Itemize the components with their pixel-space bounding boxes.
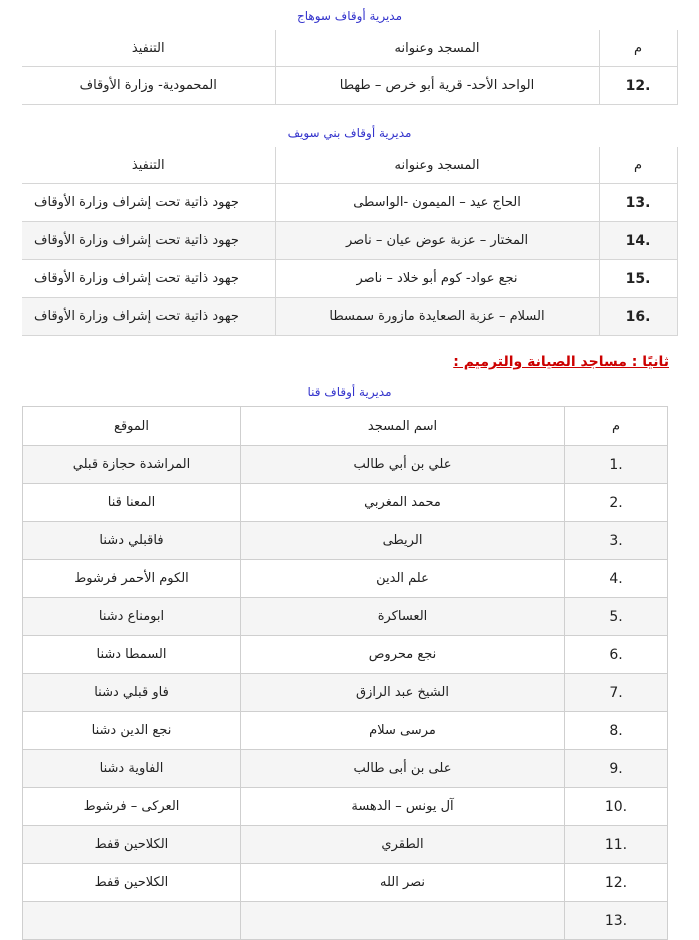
table-row — [23, 902, 668, 940]
row-location: الكلاحين قفط — [23, 864, 241, 902]
table-row — [22, 260, 677, 298]
row-mosque: الشيخ عبد الرازق — [241, 674, 565, 712]
row-location: نجع الدين دشنا — [23, 712, 241, 750]
row-num: 1. — [565, 446, 668, 484]
row-num: 5. — [565, 598, 668, 636]
row-num: 10. — [565, 788, 668, 826]
table-row — [22, 184, 677, 222]
header-num: م — [599, 30, 677, 67]
row-num: 4. — [565, 560, 668, 598]
table-header-row — [22, 147, 677, 184]
header-exec: التنفيذ — [22, 147, 275, 184]
header-num: م — [599, 147, 677, 184]
row-mosque: مرسى سلام — [241, 712, 565, 750]
row-num: 12. — [565, 864, 668, 902]
row-location: المعنا قنا — [23, 484, 241, 522]
table-row — [23, 636, 668, 674]
table-row — [23, 864, 668, 902]
row-mosque: الحاج عيد – الميمون -الواسطى — [275, 184, 599, 222]
row-location: ابومناع دشنا — [23, 598, 241, 636]
row-location: الفاوية دشنا — [23, 750, 241, 788]
row-mosque: الواحد الأحد- قرية أبو خرص – طهطا — [275, 67, 599, 105]
row-num: 15. — [599, 260, 677, 298]
table-row — [23, 560, 668, 598]
row-num: 2. — [565, 484, 668, 522]
row-num: 11. — [565, 826, 668, 864]
header-mosque: المسجد وعنوانه — [275, 147, 599, 184]
benisuef-table — [22, 147, 678, 336]
row-location: السمطا دشنا — [23, 636, 241, 674]
table-row — [23, 446, 668, 484]
header-num: م — [565, 407, 668, 446]
row-location: فاو قبلي دشنا — [23, 674, 241, 712]
row-num: 13. — [599, 184, 677, 222]
table-row — [23, 484, 668, 522]
row-num: 8. — [565, 712, 668, 750]
row-exec: جهود ذاتية تحت إشراف وزارة الأوقاف — [22, 222, 275, 260]
row-exec: جهود ذاتية تحت إشراف وزارة الأوقاف — [22, 298, 275, 336]
row-num: 12. — [599, 67, 677, 105]
row-mosque: علم الدين — [241, 560, 565, 598]
row-exec: جهود ذاتية تحت إشراف وزارة الأوقاف — [22, 260, 275, 298]
qena-table — [22, 406, 668, 940]
row-mosque: المختار – عزبة عوض عيان – ناصر — [275, 222, 599, 260]
row-mosque: الريطى — [241, 522, 565, 560]
row-num: 7. — [565, 674, 668, 712]
row-mosque: محمد المغربي — [241, 484, 565, 522]
row-num: 14. — [599, 222, 677, 260]
qena-caption: مديرية أوقاف قنا — [307, 385, 392, 399]
row-mosque: نجع محروص — [241, 636, 565, 674]
row-exec: المحمودية- وزارة الأوقاف — [22, 67, 275, 105]
row-mosque: السلام – عزبة الصعايدة مازورة سمسطا — [275, 298, 599, 336]
row-mosque: نجع عواد- كوم أبو خلاد – ناصر — [275, 260, 599, 298]
table-row — [23, 674, 668, 712]
sohag-caption: مديرية أوقاف سوهاج — [296, 9, 403, 23]
table-row — [23, 788, 668, 826]
row-location: فاقبلي دشنا — [23, 522, 241, 560]
row-num: 6. — [565, 636, 668, 674]
row-location — [23, 902, 241, 940]
row-num: 16. — [599, 298, 677, 336]
sohag-table — [22, 30, 678, 105]
header-exec: التنفيذ — [22, 30, 275, 67]
table-row — [23, 522, 668, 560]
table-row — [22, 298, 677, 336]
header-mosque: اسم المسجد — [241, 407, 565, 446]
header-location: الموقع — [23, 407, 241, 446]
header-mosque: المسجد وعنوانه — [275, 30, 599, 67]
section-title: ثانيًا : مساجد الصيانة والترميم : — [453, 354, 669, 370]
table-row — [23, 826, 668, 864]
row-location: الكوم الأحمر فرشوط — [23, 560, 241, 598]
row-num: 13. — [565, 902, 668, 940]
row-exec: جهود ذاتية تحت إشراف وزارة الأوقاف — [22, 184, 275, 222]
row-mosque: آل يونس – الدهسة — [241, 788, 565, 826]
row-mosque: الطقري — [241, 826, 565, 864]
table-row — [23, 598, 668, 636]
row-location: المراشدة حجازة قبلي — [23, 446, 241, 484]
table-row — [22, 222, 677, 260]
table-header-row — [23, 407, 668, 446]
row-location: الكلاحين قفط — [23, 826, 241, 864]
table-header-row — [22, 30, 677, 67]
table-row — [22, 67, 677, 105]
row-location: العركى – فرشوط — [23, 788, 241, 826]
row-mosque: على بن أبى طالب — [241, 750, 565, 788]
row-num: 3. — [565, 522, 668, 560]
table-row — [23, 712, 668, 750]
row-mosque: العساكرة — [241, 598, 565, 636]
row-mosque: نصر الله — [241, 864, 565, 902]
table-row — [23, 750, 668, 788]
row-mosque: علي بن أبي طالب — [241, 446, 565, 484]
benisuef-caption: مديرية أوقاف بني سويف — [287, 126, 412, 140]
row-num: 9. — [565, 750, 668, 788]
row-mosque — [241, 902, 565, 940]
